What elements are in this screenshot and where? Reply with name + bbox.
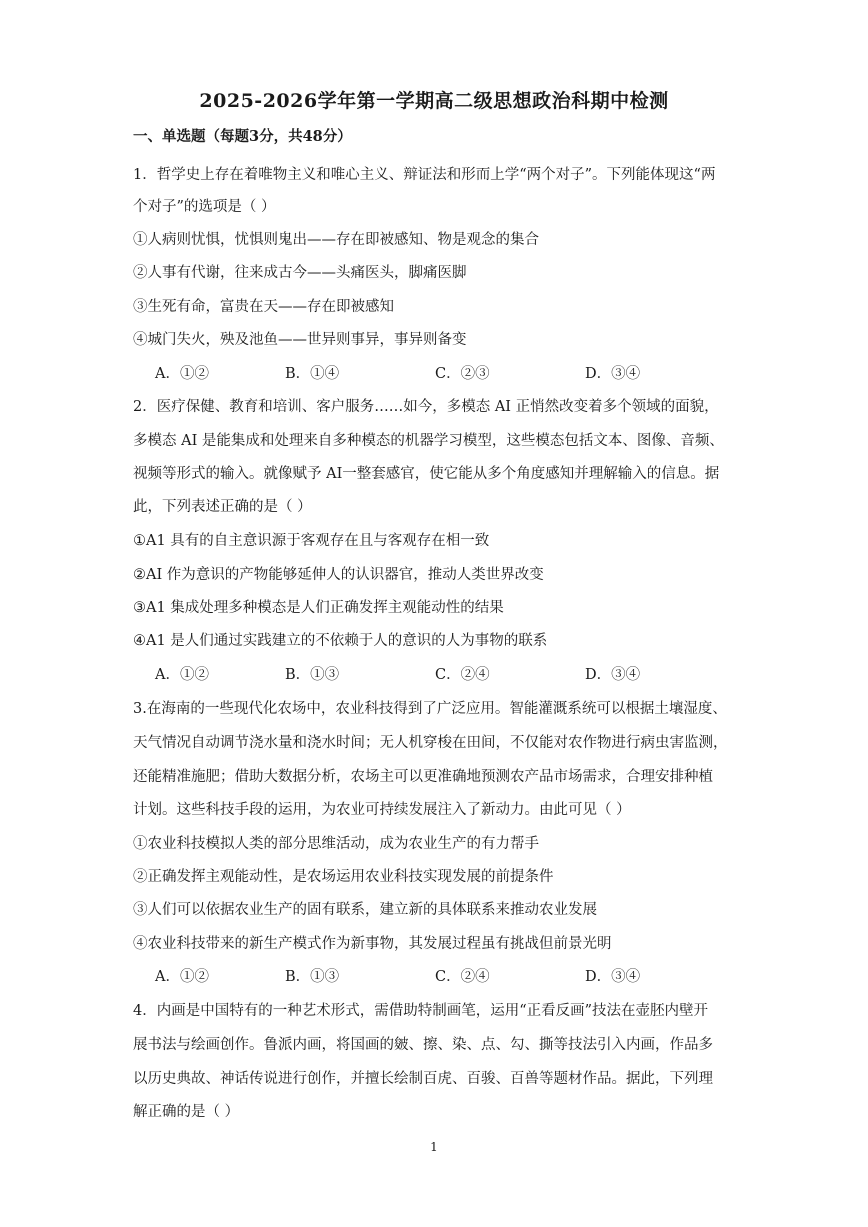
q1-stem-line: 个对子”的选项是（ ） <box>133 199 276 215</box>
q4-stem-line: 展书法与绘画创作。鲁派内画，将国画的皴、擦、染、点、勾、撕等技法引入内画，作品多 <box>133 1037 713 1053</box>
q3-stem-line: 计划。这些科技手段的运用，为农业可持续发展注入了新动力。由此可见（ ） <box>133 802 631 818</box>
option-c[interactable]: C．②③ <box>435 366 490 382</box>
option-d[interactable]: D．③④ <box>585 969 641 985</box>
q2-stem-line: 2．医疗保健、教育和培训、客户服务……如今，多模态 AI 正悄然改变着多个领域的面貌， <box>133 399 719 415</box>
option-b[interactable]: B．①③ <box>285 969 340 985</box>
q3-statement: ②正确发挥主观能动性，是农场运用农业科技实现发展的前提条件 <box>133 869 554 885</box>
option-d[interactable]: D．③④ <box>585 366 641 382</box>
q3-stem-line: 天气情况自动调节浇水量和浇水时间；无人机穿梭在田间，不仅能对农作物进行病虫害监测， <box>133 735 728 751</box>
option-a[interactable]: A．①② <box>155 366 209 382</box>
q3-statement: ③人们可以依据农业生产的固有联系，建立新的具体联系来推动农业发展 <box>133 902 597 918</box>
q1-statement: ②人事有代谢，往来成古今——头痛医头，脚痛医脚 <box>133 265 467 281</box>
q1-stem-line: 1．哲学史上存在着唯物主义和唯心主义、辩证法和形而上学“两个对子”。下列能体现这“两 <box>133 167 716 183</box>
q4-stem-line: 以历史典故、神话传说进行创作，并擅长绘制百虎、百骏、百兽等题材作品。据此，下列理 <box>133 1071 713 1087</box>
q3-stem-line: 3.在海南的一些现代化农场中，农业科技得到了广泛应用。智能灌溉系统可以根据土壤湿度、 <box>133 701 727 717</box>
page-number: 1 <box>430 1140 438 1154</box>
q2-statement: ①A1 具有的自主意识源于客观存在且与客观存在相一致 <box>133 533 490 549</box>
q3-statement: ①农业科技模拟人类的部分思维活动，成为农业生产的有力帮手 <box>133 836 539 852</box>
option-d[interactable]: D．③④ <box>585 667 641 683</box>
exam-title: 2025-2026学年第一学期高二级思想政治科期中检测 <box>199 90 669 112</box>
q2-stem-line: 此，下列表述正确的是（ ） <box>133 499 312 515</box>
q2-stem-line: 视频等形式的输入。就像赋予 AI一整套感官，使它能从多个角度感知并理解输入的信息。据 <box>133 466 720 482</box>
q4-stem-line: 解正确的是（ ） <box>133 1104 240 1120</box>
option-a[interactable]: A．①② <box>155 667 209 683</box>
q3-stem-line: 还能精准施肥；借助大数据分析，农场主可以更准确地预测农产品市场需求，合理安排种植 <box>133 769 713 785</box>
q3-statement: ④农业科技带来的新生产模式作为新事物，其发展过程虽有挑战但前景光明 <box>133 936 612 952</box>
q1-statement: ①人病则忧惧，忧惧则鬼出——存在即被感知、物是观念的集合 <box>133 232 539 248</box>
q1-statement: ④城门失火，殃及池鱼——世异则事异，事异则备变 <box>133 332 467 348</box>
option-c[interactable]: C．②④ <box>435 969 490 985</box>
option-c[interactable]: C．②④ <box>435 667 490 683</box>
q1-statement: ③生死有命，富贵在天——存在即被感知 <box>133 299 394 315</box>
option-b[interactable]: B．①③ <box>285 667 340 683</box>
option-b[interactable]: B．①④ <box>285 366 340 382</box>
q2-statement: ②AI 作为意识的产物能够延伸人的认识器官，推动人类世界改变 <box>133 567 544 583</box>
q2-statement: ④A1 是人们通过实践建立的不依赖于人的意识的人为事物的联系 <box>133 633 548 649</box>
section-heading: 一、单选题（每题3分，共48分） <box>133 128 352 145</box>
q2-statement: ③A1 集成处理多种模态是人们正确发挥主观能动性的结果 <box>133 600 504 616</box>
option-a[interactable]: A．①② <box>155 969 209 985</box>
q4-stem-line: 4．内画是中国特有的一种艺术形式，需借助特制画笔，运用“正看反画”技法在壶胚内壁开 <box>133 1003 709 1019</box>
q2-stem-line: 多模态 AI 是能集成和处理来自多种模态的机器学习模型，这些模态包括文本、图像、音频、 <box>133 433 724 449</box>
